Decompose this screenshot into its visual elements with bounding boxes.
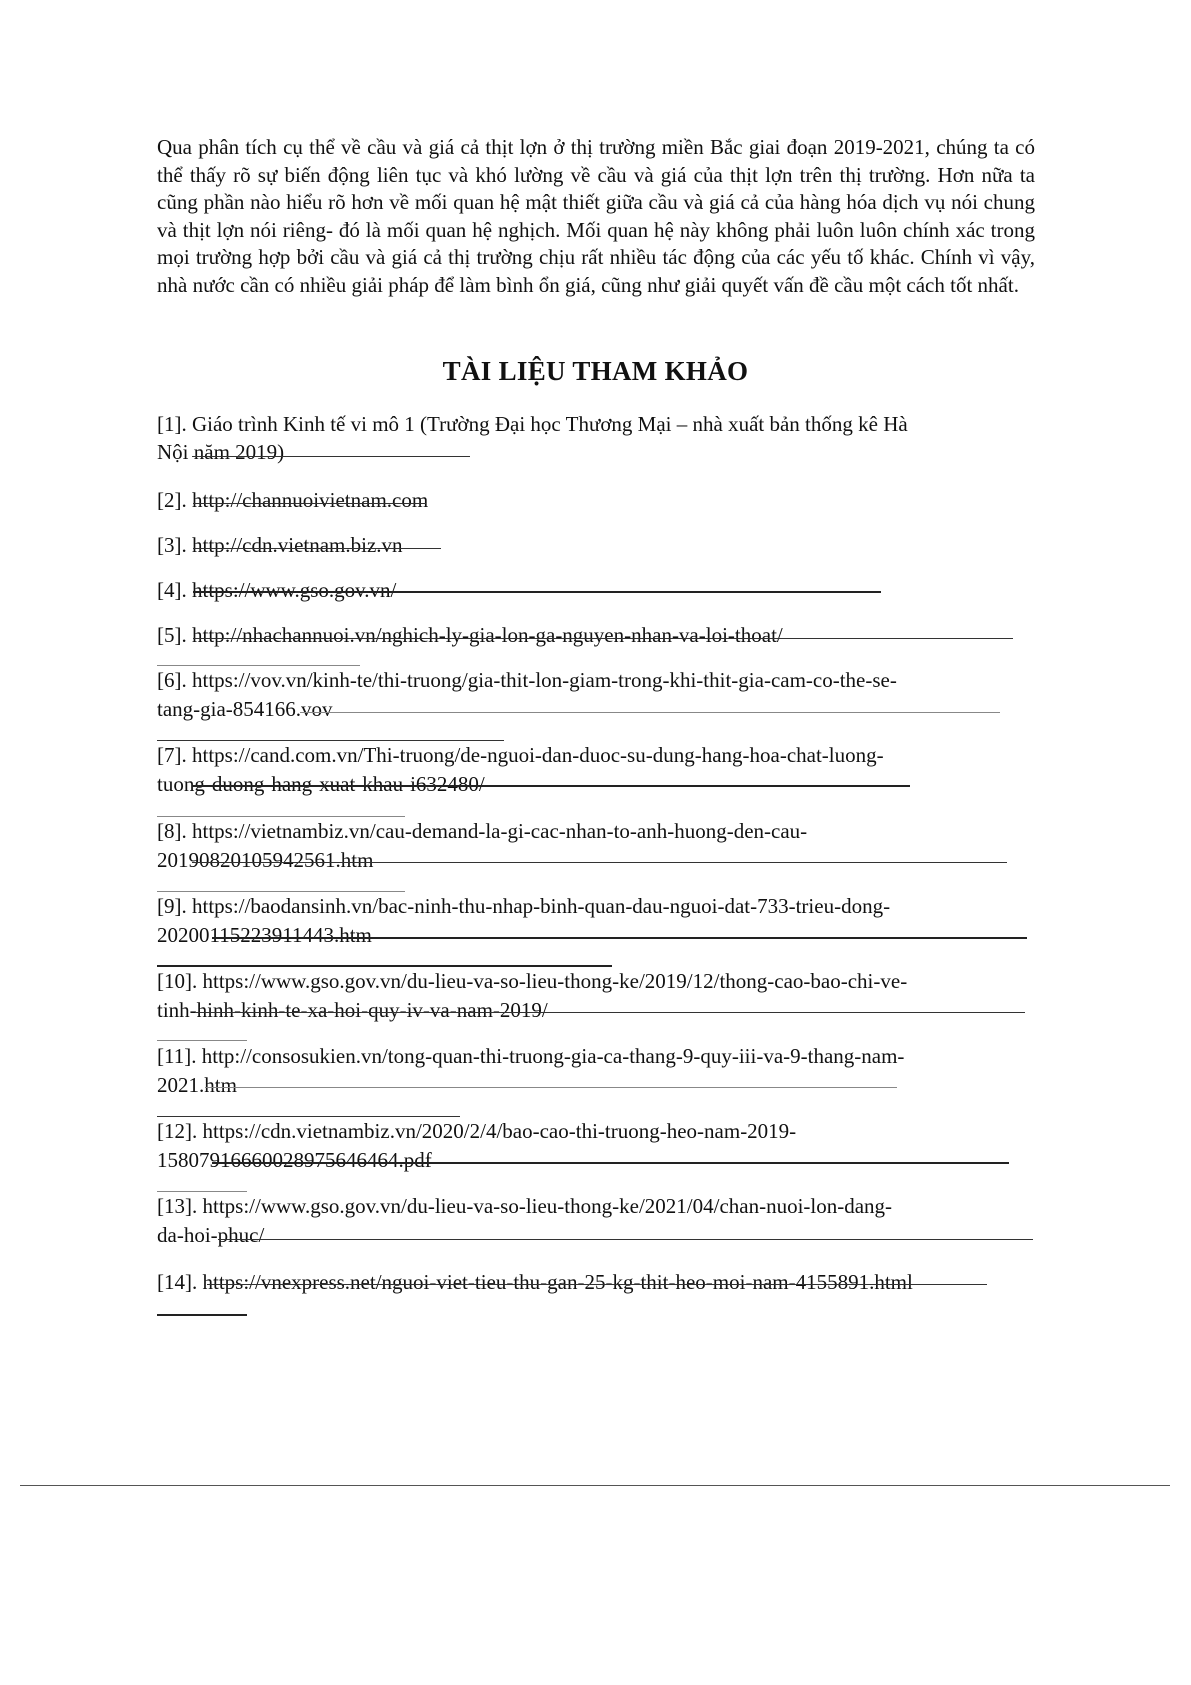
reference-13-line-1: [13]. https://www.gso.gov.vn/du-lieu-va-so-lieu-thong-ke/2021/04/chan-nuoi-lon-dang-	[157, 1194, 893, 1218]
reference-12-line-2: 15807916660028975646464.pdf	[157, 1148, 432, 1172]
strike-line	[195, 1012, 1025, 1013]
reference-10-line-2: tinh-hinh-kinh-te-xa-hoi-quy-iv-va-nam-2019/	[157, 998, 548, 1022]
strike-line	[193, 638, 1013, 639]
conclusion-paragraph: Qua phân tích cụ thể về cầu và giá cả thịt lợn ở thị trường miền Bắc giai đoạn 2019-2021, chúng ta có thể thấy rõ sự biến động liên tục và khó lường về cầu và giá của thịt lợn trên thị trường. Hơn nữa ta cũng phần nào hiểu rõ hơn về mối quan hệ mật thiết giữa cầu và giá cả của hàng hóa dịch vụ nói chung và thịt lợn nói riêng- đó là mối quan hệ nghịch. Mối quan hệ này không phải luôn luôn chính xác trong mọi trường hợp bởi cầu và giá cả thị trường chịu rất nhiều tác động của các yếu tố khác. Chính vì vậy, nhà nước cần có nhiều giải pháp để làm bình ổn giá, cũng như giải quyết vấn đề cầu một cách tốt nhất.	[157, 135, 1035, 297]
reference-9-line-2: 20200115223911443.htm	[157, 923, 372, 947]
reference-1-line-1: [1]. Giáo trình Kinh tế vi mô 1 (Trường Đại học Thương Mại – nhà xuất bản thống kê Hà	[157, 412, 908, 436]
reference-12-line-1: [12]. https://cdn.vietnambiz.vn/2020/2/4/bao-cao-thi-truong-heo-nam-2019-	[157, 1119, 797, 1143]
reference-7-line-2: tuong-duong-hang-xuat-khau-i632480/	[157, 772, 485, 796]
strike-line	[193, 548, 441, 549]
reference-8-line-2: 20190820105942561.htm	[157, 848, 374, 872]
reference-11-line-2: 2021.htm	[157, 1073, 237, 1097]
reference-13-line-2: da-hoi-phuc/	[157, 1223, 265, 1247]
reference-6-line-2: tang-gia-854166.vov	[157, 697, 333, 721]
separator-line	[157, 1191, 247, 1192]
strike-line	[212, 937, 1027, 939]
reference-2: [2]. http://channuoivietnam.com	[157, 488, 429, 512]
reference-8-line-1: [8]. https://vietnambiz.vn/cau-demand-la-gi-cac-nhan-to-anh-huong-den-cau-	[157, 819, 808, 843]
reference-4: [4]. https://www.gso.gov.vn/	[157, 578, 397, 602]
strike-line	[193, 591, 881, 593]
strike-line	[212, 1162, 1009, 1164]
reference-1-line-2: Nội năm 2019)	[157, 440, 285, 464]
references-heading: TÀI LIỆU THAM KHẢO	[442, 356, 749, 386]
reference-5: [5]. http://nhachannuoi.vn/nghich-ly-gia-lon-ga-nguyen-nhan-va-loi-thoat/	[157, 623, 783, 647]
reference-10-line-1: [10]. https://www.gso.gov.vn/du-lieu-va-so-lieu-thong-ke/2019/12/thong-cao-bao-chi-ve-	[157, 969, 908, 993]
strike-line	[193, 503, 426, 504]
separator-line	[157, 816, 405, 817]
separator-line	[157, 1314, 247, 1316]
separator-line	[157, 1116, 460, 1117]
reference-6-line-1: [6]. https://vov.vn/kinh-te/thi-truong/gia-thit-lon-giam-trong-khi-thit-gia-cam-co-the-se-	[157, 668, 897, 692]
page-bottom-rule	[20, 1485, 1170, 1486]
reference-9-line-1: [9]. https://baodansinh.vn/bac-ninh-thu-nhap-binh-quan-dau-nguoi-dat-733-trieu-dong-	[157, 894, 891, 918]
strike-line	[218, 1239, 1033, 1240]
reference-7-line-1: [7]. https://cand.com.vn/Thi-truong/de-nguoi-dan-duoc-su-dung-hang-hoa-chat-luong-	[157, 743, 884, 767]
strike-line	[192, 862, 1007, 863]
reference-11-line-1: [11]. http://consosukien.vn/tong-quan-thi-truong-gia-ca-thang-9-quy-iii-va-9-thang-nam-	[157, 1044, 905, 1068]
separator-line	[157, 891, 405, 892]
reference-3: [3]. http://cdn.vietnam.biz.vn	[157, 533, 403, 557]
strike-line	[300, 712, 1000, 713]
strike-line	[207, 1284, 987, 1285]
separator-line	[157, 965, 612, 967]
separator-line	[157, 665, 360, 666]
strike-line	[192, 785, 910, 787]
strike-line	[192, 456, 470, 457]
reference-14: [14]. https://vnexpress.net/nguoi-viet-tieu-thu-gan-25-kg-thit-heo-moi-nam-4155891.html	[157, 1270, 913, 1294]
separator-line	[157, 1040, 247, 1041]
separator-line	[157, 740, 504, 741]
strike-line	[205, 1087, 897, 1088]
